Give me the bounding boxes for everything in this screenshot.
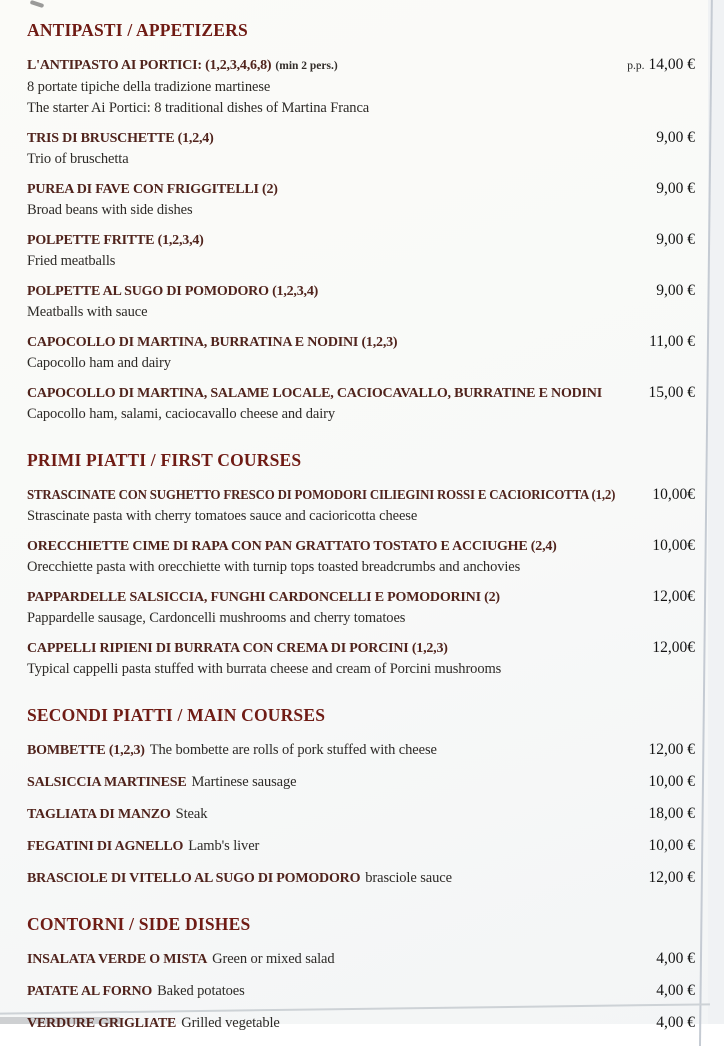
item-price: 18,00 € bbox=[648, 805, 695, 822]
item-price: 12,00€ bbox=[652, 639, 695, 656]
item-price: 10,00€ bbox=[652, 537, 695, 554]
price-prefix: p.p. bbox=[627, 60, 645, 72]
menu-item bbox=[27, 382, 695, 425]
section-title: CONTORNI / SIDE DISHES bbox=[27, 914, 251, 934]
menu-item bbox=[27, 739, 695, 761]
item-description: Baked potatoes bbox=[157, 983, 245, 999]
item-name: BOMBETTE (1,2,3) bbox=[27, 743, 145, 758]
item-name: PUREA DI FAVE CON FRIGGITELLI (2) bbox=[27, 182, 278, 197]
item-name: CAPPELLI RIPIENI DI BURRATA CON CREMA DI PORCINI (1,2,3) bbox=[27, 641, 448, 656]
item-description: Capocollo ham and dairy bbox=[27, 355, 171, 371]
item-description: Trio of bruschetta bbox=[27, 151, 129, 167]
section-title: PRIMI PIATTI / FIRST COURSES bbox=[27, 450, 302, 470]
item-price: 9,00 € bbox=[656, 231, 695, 248]
section-title: ANTIPASTI / APPETIZERS bbox=[27, 20, 248, 40]
menu-item bbox=[27, 54, 695, 119]
item-name: PATATE AL FORNO bbox=[27, 984, 153, 999]
item-price: 12,00 € bbox=[648, 741, 695, 758]
item-name: L'ANTIPASTO AI PORTICI: (1,2,3,4,6,8) bbox=[27, 58, 272, 73]
menu-item bbox=[27, 586, 695, 629]
menu-item bbox=[27, 229, 695, 272]
item-name: POLPETTE AL SUGO DI POMODORO (1,2,3,4) bbox=[27, 284, 319, 299]
menu-item bbox=[27, 484, 695, 527]
item-price: 15,00 € bbox=[648, 384, 695, 401]
section-secondi-piatti bbox=[27, 704, 695, 889]
item-price: 4,00 € bbox=[656, 982, 695, 999]
item-description: Pappardelle sausage, Cardoncelli mushrooms and cherry tomatoes bbox=[27, 610, 406, 626]
item-price: 10,00€ bbox=[652, 486, 695, 503]
item-note: (min 2 pers.) bbox=[275, 60, 338, 72]
menu-content bbox=[27, 19, 695, 1044]
item-price: 14,00 € bbox=[648, 56, 695, 73]
item-price: 9,00 € bbox=[656, 129, 695, 146]
menu-item bbox=[27, 771, 695, 793]
item-description: Steak bbox=[175, 806, 208, 822]
menu-item bbox=[27, 637, 695, 680]
item-name: BRASCIOLE DI VITELLO AL SUGO DI POMODORO bbox=[27, 871, 361, 886]
item-description: Orecchiette pasta with orecchiette with turnip tops toasted breadcrumbs and anchovies bbox=[27, 559, 521, 575]
item-description: Typical cappelli pasta stuffed with burrata cheese and cream of Porcini mushrooms bbox=[27, 661, 502, 677]
item-description: Broad beans with side dishes bbox=[27, 202, 193, 218]
item-description: The bombette are rolls of pork stuffed with cheese bbox=[149, 742, 437, 758]
item-description: Green or mixed salad bbox=[212, 951, 335, 967]
menu-item bbox=[27, 835, 695, 857]
item-name: PAPPARDELLE SALSICCIA, FUNGHI CARDONCELLI E POMODORINI (2) bbox=[27, 590, 500, 605]
item-name: TAGLIATA DI MANZO bbox=[27, 807, 171, 822]
menu-item bbox=[27, 331, 695, 374]
item-price: 10,00 € bbox=[648, 837, 695, 854]
menu-item bbox=[27, 803, 695, 825]
item-description: The starter Ai Portici: 8 traditional dishes of Martina Franca bbox=[27, 100, 370, 116]
scan-artifact bbox=[30, 0, 45, 8]
item-description: Lamb's liver bbox=[188, 838, 260, 854]
menu-item bbox=[27, 127, 695, 170]
item-name: FEGATINI DI AGNELLO bbox=[27, 839, 184, 854]
item-price: 12,00 € bbox=[648, 869, 695, 886]
item-price: 9,00 € bbox=[656, 282, 695, 299]
menu-item bbox=[27, 1012, 695, 1034]
menu-item bbox=[27, 948, 695, 970]
menu-item bbox=[27, 867, 695, 889]
section-antipasti bbox=[27, 19, 695, 425]
item-price: 12,00€ bbox=[652, 588, 695, 605]
section-contorni bbox=[27, 913, 695, 1034]
item-name: VERDURE GRIGLIATE bbox=[27, 1016, 177, 1031]
item-description: Capocollo ham, salami, caciocavallo cheese and dairy bbox=[27, 406, 336, 422]
item-description: Fried meatballs bbox=[27, 253, 116, 269]
item-name: INSALATA VERDE O MISTA bbox=[27, 952, 208, 967]
menu-item bbox=[27, 280, 695, 323]
menu-item bbox=[27, 535, 695, 578]
item-name: POLPETTE FRITTE (1,2,3,4) bbox=[27, 233, 204, 248]
item-price: 9,00 € bbox=[656, 180, 695, 197]
item-price: 4,00 € bbox=[656, 950, 695, 967]
menu-item bbox=[27, 980, 695, 1002]
item-price: 11,00 € bbox=[649, 333, 695, 350]
item-description: Strascinate pasta with cherry tomatoes sauce and cacioricotta cheese bbox=[27, 508, 418, 524]
item-description: Meatballs with sauce bbox=[27, 304, 148, 320]
item-description: 8 portate tipiche della tradizione martinese bbox=[27, 79, 271, 95]
section-title: SECONDI PIATTI / MAIN COURSES bbox=[27, 705, 326, 725]
item-description: Grilled vegetable bbox=[181, 1015, 280, 1031]
item-name: STRASCINATE CON SUGHETTO FRESCO DI POMODORI CILIEGINI ROSSI E CACIORICOTTA (1,2) bbox=[27, 488, 616, 503]
item-description: brasciole sauce bbox=[365, 870, 452, 886]
menu-item bbox=[27, 178, 695, 221]
item-price: 10,00 € bbox=[648, 773, 695, 790]
item-name: ORECCHIETTE CIME DI RAPA CON PAN GRATTATO TOSTATO E ACCIUGHE (2,4) bbox=[27, 539, 557, 554]
section-primi-piatti bbox=[27, 449, 695, 680]
item-price: 4,00 € bbox=[656, 1014, 695, 1031]
item-name: SALSICCIA MARTINESE bbox=[27, 775, 187, 790]
item-name: CAPOCOLLO DI MARTINA, SALAME LOCALE, CACIOCAVALLO, BURRATINE E NODINI bbox=[27, 386, 602, 401]
item-description: Martinese sausage bbox=[191, 774, 297, 790]
item-name: CAPOCOLLO DI MARTINA, BURRATINA E NODINI (1,2,3) bbox=[27, 335, 398, 350]
item-name: TRIS DI BRUSCHETTE (1,2,4) bbox=[27, 131, 214, 146]
